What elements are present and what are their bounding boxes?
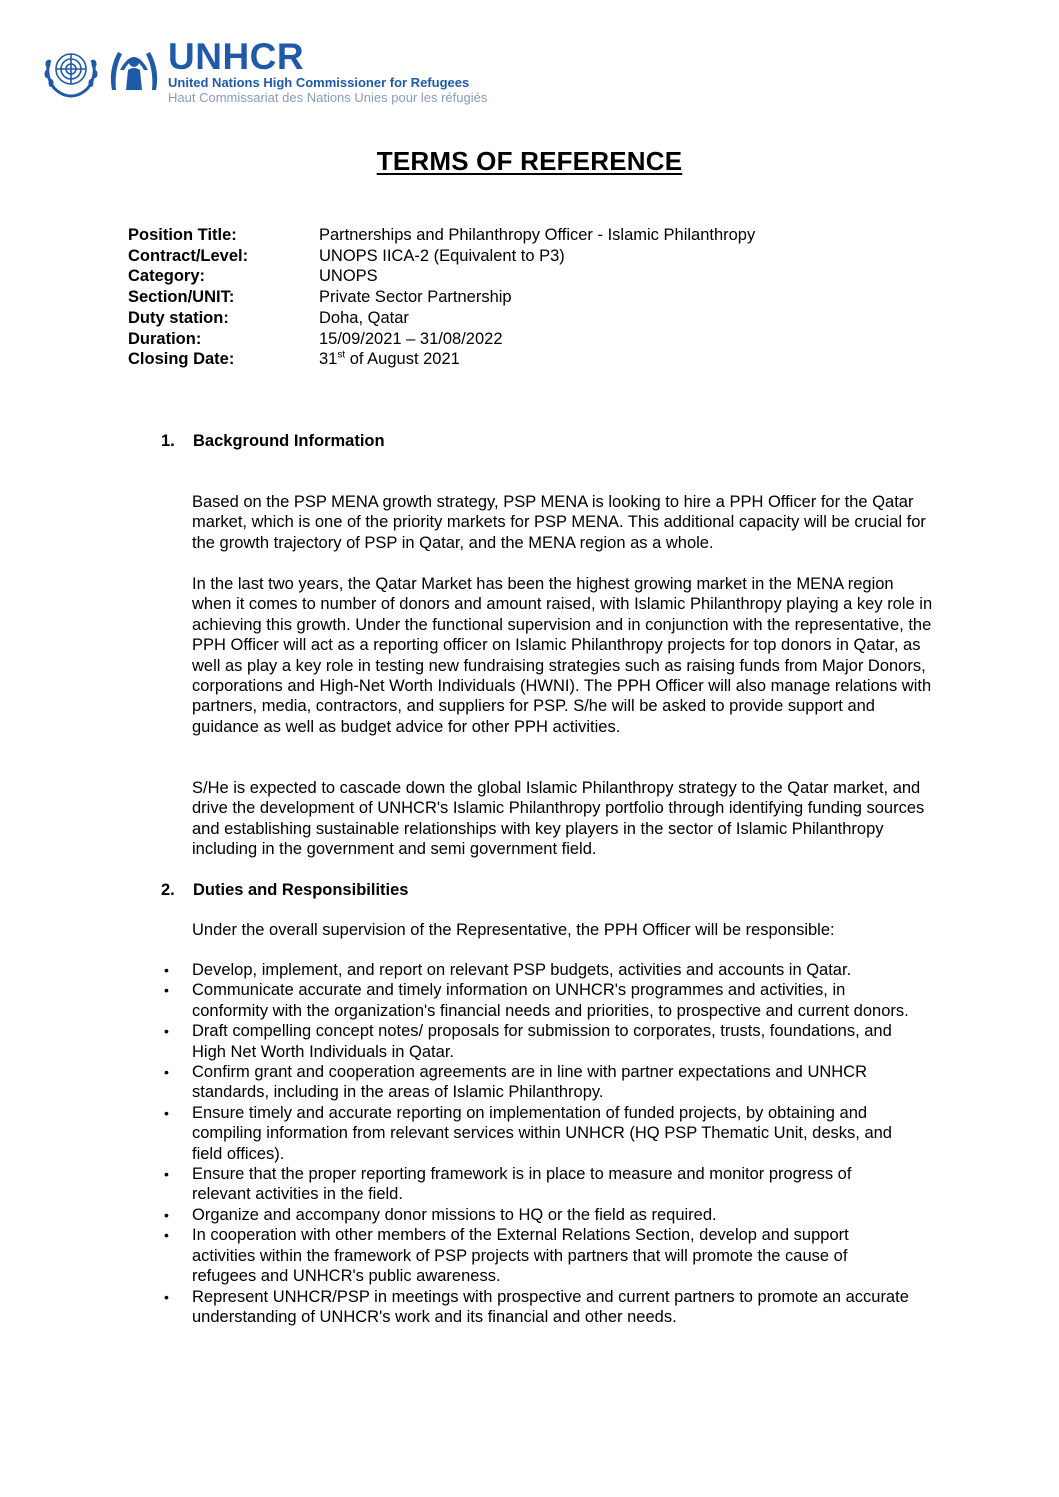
info-label: Duty station: [128,308,229,327]
bullet-icon: • [164,1023,169,1040]
duties-intro: Under the overall supervision of the Representative, the PPH Officer will be responsible: [192,921,835,939]
info-row-category [128,266,755,287]
position-info-table [128,225,755,370]
background-paragraph: S/He is expected to cascade down the global Islamic Philanthropy strategy to the Qatar market, and drive the development of UNHCR's Islamic Philanthropy portfolio through identifying funding sources and establishing sustainable relationships with key players in the sector of Islamic Philanthropy including in the government and semi government field. [192,779,925,859]
unhcr-emblem-icon [106,40,162,100]
list-item [0,1205,912,1225]
org-short-name: UNHCR [168,36,305,77]
org-name-english: United Nations High Commissioner for Refugees [168,75,470,90]
info-value: UNOPS [319,267,378,286]
bullet-icon: • [164,1166,169,1183]
list-item [0,960,912,980]
closing-month-year: of August 2021 [345,350,460,369]
section-title: Background Information [193,432,385,450]
info-label: Closing Date: [128,350,235,369]
section-number: 1. [161,432,175,450]
bullet-icon: • [164,1104,169,1121]
info-label: Section/UNIT: [128,288,235,307]
info-label: Duration: [128,329,202,348]
list-item-text: Ensure that the proper reporting framework is in place to measure and monitor progress of relevant activities in the field. [192,1165,852,1204]
document-title: TERMS OF REFERENCE [376,146,683,176]
logo-emblems [40,40,162,100]
info-value: Private Sector Partnership [319,288,512,307]
list-item [0,980,912,1021]
list-item [0,1287,912,1328]
list-item-text: Draft compelling concept notes/ proposals for submission to corporates, trusts, foundations, and High Net Worth Individuals in Qatar. [192,1022,892,1061]
info-value: UNOPS IICA-2 (Equivalent to P3) [319,246,565,265]
info-row-duty-station [128,308,755,329]
info-row-contract-level [128,246,755,267]
info-value: Partnerships and Philanthropy Officer - Islamic Philanthropy [319,226,756,244]
section-title: Duties and Responsibilities [193,881,409,899]
list-item-text: Organize and accompany donor missions to HQ or the field as required. [192,1205,717,1224]
list-item [0,1164,912,1205]
info-row-closing-date [128,349,755,370]
info-row-duration [128,329,755,350]
info-value [319,349,755,370]
background-paragraph: In the last two years, the Qatar Market has been the highest growing market in the MENA region when it comes to number of donors and amount raised, with Islamic Philanthropy playing a key role in achieving this growth. Under the functional supervision and in conjunction with the representative, the PPH Officer will act as a reporting officer on Islamic Philanthropy projects for top donors in Qatar, as well as play a key role in testing new fundraising strategies such as raising funds from Major Donors, corporations and High-Net Worth Individuals (HWNI). The PPH Officer will also manage relations with partners, media, contractors, and suppliers for PSP. S/he will be asked to provide support and guidance as well as budget advice for other PPH activities. [192,575,933,736]
list-item-text: Confirm grant and cooperation agreements are in line with partner expectations and UNHCR standards, including in the areas of Islamic Philanthropy. [192,1063,868,1102]
list-item-text: Represent UNHCR/PSP in meetings with prospective and current partners to promote an accurate understanding of UNHCR's work and its financial and other needs. [192,1287,909,1326]
bullet-icon: • [164,982,169,999]
list-item-text: In cooperation with other members of the External Relations Section, develop and support activities within the framework of PSP projects with partners that will promote the cause of refugees and UNHCR's public awareness. [192,1226,849,1286]
background-paragraph: Based on the PSP MENA growth strategy, PSP MENA is looking to hire a PPH Officer for the Qatar market, which is one of the priority markets for PSP MENA. This additional capacity will be crucial for the growth trajectory of PSP in Qatar, and the MENA region as a whole. [192,493,926,552]
info-label: Contract/Level: [128,246,249,265]
duties-list [0,960,1059,1327]
bullet-icon: • [164,962,169,978]
list-item-text: Develop, implement, and report on relevant PSP budgets, activities and accounts in Qatar. [192,961,852,979]
logo-text [168,36,488,105]
info-value: 15/09/2021 – 31/08/2022 [319,329,503,348]
section-number: 2. [161,881,175,899]
info-label: Position Title: [128,226,237,244]
bullet-icon: • [164,1206,169,1223]
list-item-text: Communicate accurate and timely information on UNHCR's programmes and activities, in conformity with the organization's financial needs and priorities, to prospective and current donors. [192,981,909,1020]
section-heading-background [161,431,385,451]
unhcr-logo [40,36,488,105]
bullet-icon: • [164,1064,169,1081]
closing-day: 31 [319,350,338,369]
list-item-text: Ensure timely and accurate reporting on implementation of funded projects, by obtaining and compiling information from relevant services within UNHCR (HQ PSP Thematic Unit, desks, and field offices). [192,1103,892,1163]
info-label: Category: [128,267,206,286]
list-item [0,1225,912,1286]
closing-day-suffix: st [337,349,346,361]
info-row-position-title [128,225,755,246]
list-item [0,1062,912,1103]
list-item [0,1103,912,1164]
bullet-icon: • [164,1288,169,1305]
un-emblem-icon [40,40,102,100]
section-heading-duties [161,880,408,900]
info-value: Doha, Qatar [319,308,409,327]
org-name-french: Haut Commissariat des Nations Unies pour les réfugiés [168,90,488,105]
info-row-section-unit [128,287,755,308]
bullet-icon: • [164,1227,169,1244]
list-item [0,1021,912,1062]
